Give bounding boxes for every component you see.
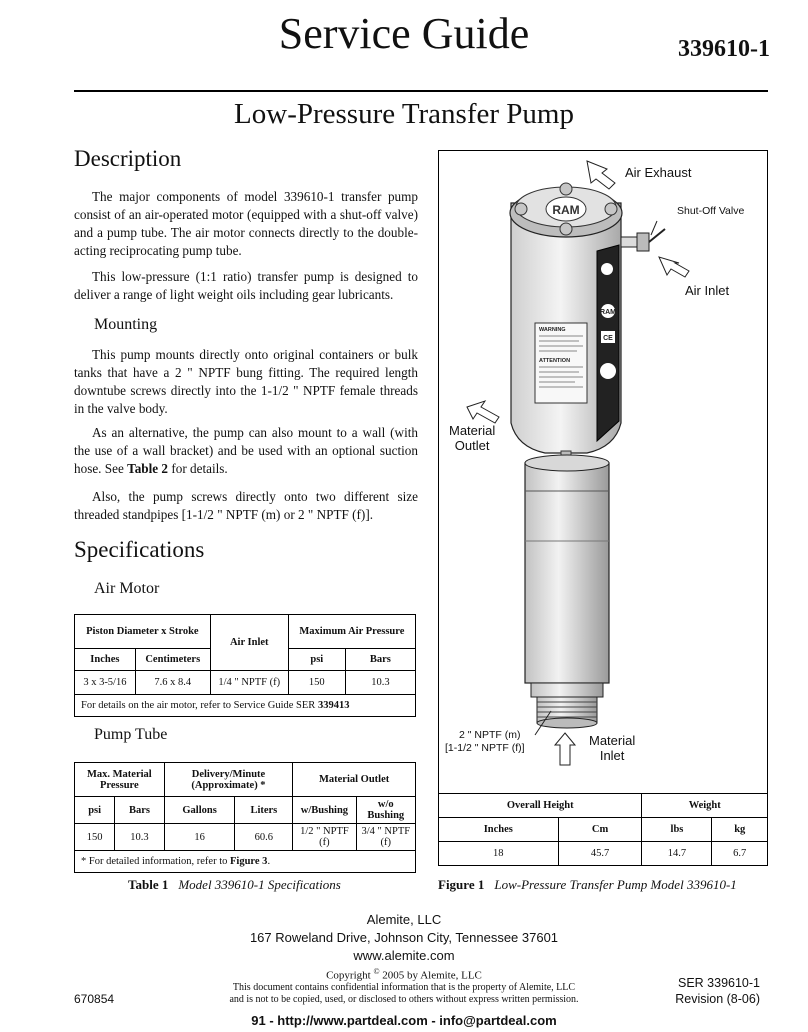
col-inches: Inches [75,649,136,671]
mounting-paragraph-3: Also, the pump screws directly onto two different size threaded standpipes [1-1/2 " NPTF (m) or 2 " NPTF (f)]. [74,489,418,522]
pump-tube-note: * For detailed information, refer to Figure 3. [75,851,416,873]
footer-copyright: Copyright © 2005 by Alemite, LLC [326,967,482,982]
description-paragraph-1: The major components of model 339610-1 transfer pump consist of an air-operated motor (equipped with a shut-off valve) and a pump tube. The air motor connects directly to the double-acting reciprocating pump tube. [74,189,418,258]
panel-ram-text: RAM [600,309,616,316]
col-air-inlet: Air Inlet [210,615,288,671]
pump-tube-table: Max. Material Pressure Delivery/Minute (Approximate) * Material Outlet psi Bars Gallons Liters w/Bushing w/o Bushing 150 10.3 16 60.6 1/2 " NPTF (f) 3/4 " NPTF (f) * For detailed information, refer to Figure 3. [74,762,416,873]
col-delivery: Delivery/Minute (Approximate) * [164,763,293,797]
col-weight: Weight [642,794,768,818]
pump-tube-heading: Pump Tube [94,726,168,743]
col-max-air-pressure: Maximum Air Pressure [288,615,415,649]
ce-mark-text: CE [603,335,613,342]
col-material-outlet: Material Outlet [293,763,416,797]
footer-company: Alemite, LLC [366,912,442,927]
air-motor-table [74,614,416,717]
footer-source-line: 91 - http://www.partdeal.com - info@partdeal.com [251,1013,557,1028]
figure-caption: Figure 1 Low-Pressure Transfer Pump Model 339610-1 [438,877,737,892]
pump-illustration [439,151,769,795]
air-inlet-arrow [659,257,689,277]
mounting-paragraph-1: This pump mounts directly onto original containers or bulk tanks that have a 2 " NPTF bung fitting. The required length downtube screws directly into the 1-1/2 " NPTF female threads in the valve body. [74,347,418,416]
table-row: 3 x 3-5/16 7.6 x 8.4 1/4 " NPTF (f) 150 10.3 [75,671,416,695]
material-inlet-label: Material Inlet [589,733,636,763]
col-centimeters: Centimeters [135,649,210,671]
material-outlet-label: Material Outlet [449,423,496,453]
specifications-heading: Specifications [74,537,205,562]
col-psi: psi [288,649,345,671]
col-max-material-pressure: Max. Material Pressure [75,763,165,797]
footer-revision-block: SER 339610-1 Revision (8-06) [675,976,760,1006]
footer-address: 167 Roweland Drive, Johnson City, Tennessee 37601 [249,930,559,945]
table-2-reference: Table 2 [127,461,169,476]
table-row: 18 45.7 14.7 6.7 [439,842,768,866]
cap-ram-text: RAM [552,203,580,217]
col-piston: Piston Diameter x Stroke [75,615,211,649]
document-number: 339610-1 [678,36,770,62]
air-inlet-label: Air Inlet [685,283,730,298]
footer-confidential: This document contains confidential information that is the property of Alemite, LLC and is not to be copied, used, or disclosed to others without express written permission. [229,982,579,1005]
figure-frame [438,150,768,866]
footer-left-code: 670854 [74,992,115,1006]
description-paragraph-2: This low-pressure (1:1 ratio) transfer pump is designed to deliver a range of light weight oils including gear lubricants. [74,269,418,302]
header-divider [74,90,768,92]
page-title: Service Guide [278,9,530,58]
shutoff-valve-label: Shut-Off Valve [677,205,745,217]
footer-website: www.alemite.com [353,948,455,963]
air-motor-note: For details on the air motor, refer to Service Guide SER 339413 [75,695,416,717]
air-motor-heading: Air Motor [94,580,160,597]
page-subtitle: Low-Pressure Transfer Pump [234,98,574,130]
mounting-paragraph-2: As an alternative, the pump can also mount to a wall (with the use of a wall bracket) and be used with an optional suction hose. See Table 2 for details. [74,425,418,476]
table-caption: Table 1 Model 339610-1 Specifications [128,877,341,892]
nptf-label: 2 " NPTF (m) [1-1/2 " NPTF (f)] [445,729,525,754]
dimensions-table: Overall Height Weight Inches Cm lbs kg 18 45.7 14.7 6.7 [438,793,768,866]
mounting-heading: Mounting [94,316,158,333]
col-bars: Bars [345,649,415,671]
table-row: 150 10.3 16 60.6 1/2 " NPTF (f) 3/4 " NPTF (f) [75,824,416,851]
col-overall-height: Overall Height [439,794,642,818]
air-exhaust-arrow [587,161,615,189]
material-outlet-arrow [467,401,499,423]
attention-label-text: ATTENTION [539,358,571,364]
air-exhaust-label: Air Exhaust [625,165,692,180]
warning-label-text: WARNING [539,327,566,333]
material-inlet-arrow [555,733,575,765]
description-heading: Description [74,146,182,171]
shutoff-leader-line [651,221,657,235]
